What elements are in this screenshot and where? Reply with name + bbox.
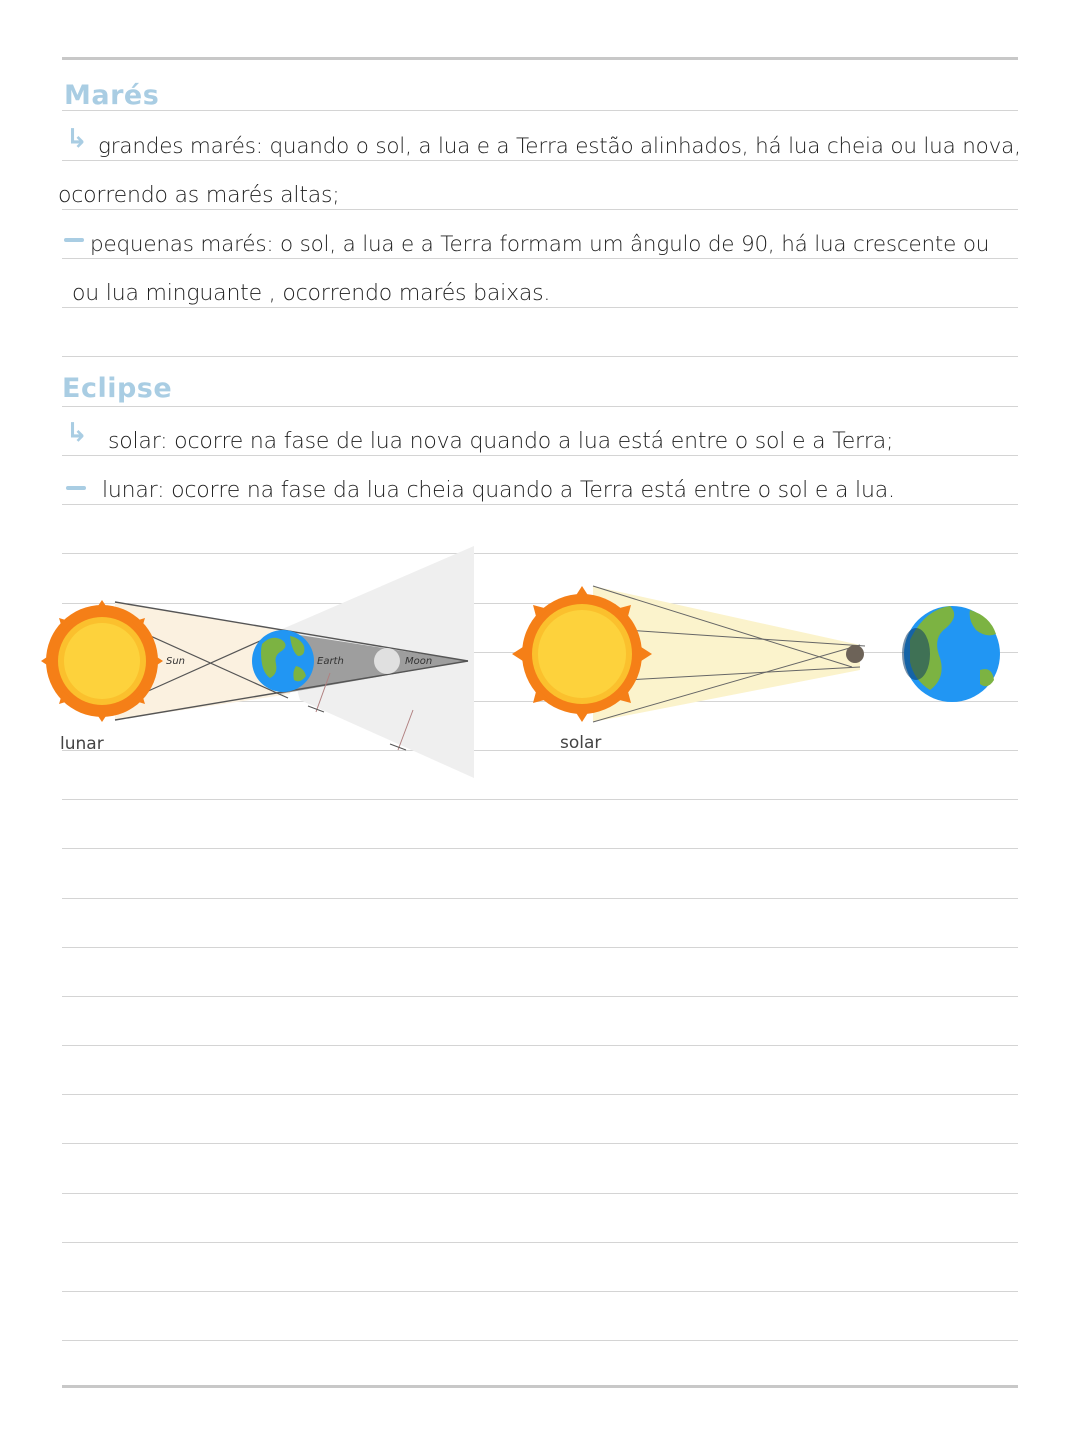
rule-line — [62, 996, 1018, 997]
section-title: Eclipse — [62, 373, 173, 404]
rule-line — [62, 1094, 1018, 1095]
rule-line — [62, 1143, 1018, 1144]
rule-line — [62, 1291, 1018, 1292]
section-title: Marés — [64, 80, 160, 111]
note-line: grandes marés: quando o sol, a lua e a Terra estão alinhados, há lua cheia ou lua nova, — [98, 134, 1021, 159]
rule-line — [62, 160, 1018, 161]
arrow-icon: ↳ — [66, 418, 88, 448]
solar-caption: solar — [560, 733, 602, 753]
note-line: ou lua minguante , ocorrendo marés baixas. — [72, 281, 551, 306]
note-line: pequenas marés: o sol, a lua e a Terra formam um ângulo de 90, há lua crescente ou — [90, 232, 990, 257]
rule-line — [62, 504, 1018, 505]
earth-icon — [902, 606, 1000, 702]
rule-line — [62, 356, 1018, 357]
earth-label: Earth — [317, 656, 344, 667]
rule-line — [62, 1340, 1018, 1341]
rule-line — [62, 947, 1018, 948]
rule-line — [62, 1242, 1018, 1243]
moon-icon — [846, 645, 864, 663]
dash-icon — [64, 238, 84, 242]
note-line: solar: ocorre na fase de lua nova quando a lua está entre o sol e a Terra; — [108, 429, 894, 454]
rule-line — [62, 258, 1018, 259]
moon-label: Moon — [405, 656, 433, 667]
sun-label: Sun — [166, 656, 186, 667]
top-rule — [62, 57, 1018, 60]
note-line: lunar: ocorre na fase da lua cheia quando a Terra está entre o sol e a lua. — [102, 478, 895, 503]
moon-icon — [374, 648, 400, 674]
rule-line — [62, 799, 1018, 800]
rule-line — [62, 307, 1018, 308]
rule-line — [62, 898, 1018, 899]
rule-line — [62, 1045, 1018, 1046]
rule-line — [62, 209, 1018, 210]
rule-line — [62, 1193, 1018, 1194]
earth-icon — [252, 630, 314, 692]
note-line: ocorrendo as marés altas; — [58, 183, 340, 208]
arrow-icon: ↳ — [66, 124, 88, 154]
rule-line — [62, 848, 1018, 849]
rule-line — [62, 110, 1018, 111]
sun-icon — [41, 600, 163, 722]
lunar-caption: lunar — [60, 734, 104, 754]
rule-line — [62, 406, 1018, 407]
dash-icon — [66, 486, 86, 490]
bottom-rule — [62, 1385, 1018, 1388]
rule-line — [62, 455, 1018, 456]
